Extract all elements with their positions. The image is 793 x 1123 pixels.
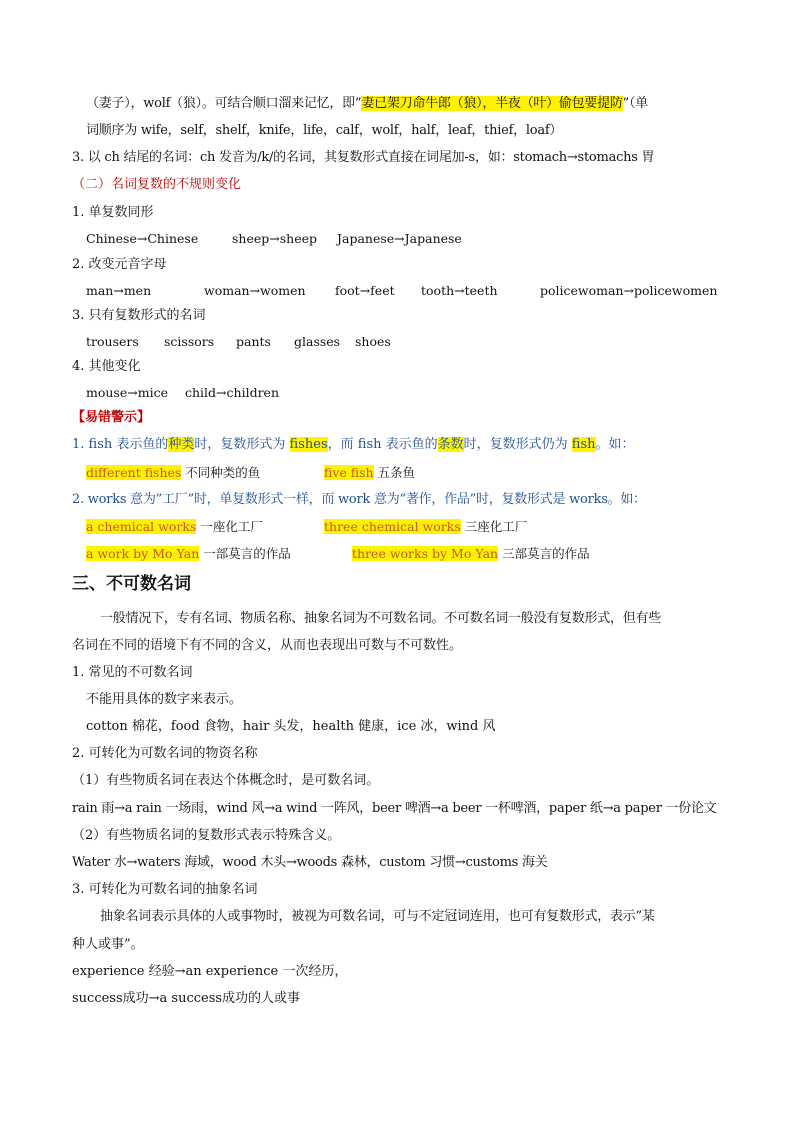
common-uncountable-title: 1. 常见的不可数名词	[72, 665, 193, 680]
example-en: five fish	[324, 465, 374, 480]
example-zh: 三部莫言的作品	[498, 546, 590, 561]
example-word: mouse→mice	[86, 385, 168, 400]
error-warning-heading: 【易错警示】	[72, 410, 151, 425]
works-rule-line: 2. works 意为”工厂”时，单复数形式一样，而 work 意为”著作，作品”时，复数形式是 works。如：	[72, 492, 646, 507]
example-word: Chinese→Chinese	[86, 231, 199, 246]
common-uncountable-examples: cotton 棉花，food 食物，hair 头发，health 健康，ice 冰，wind 风	[86, 719, 496, 734]
example-en: different fishes	[86, 465, 182, 480]
highlight-fishes: fishes	[289, 437, 328, 452]
example-word: pants	[236, 334, 271, 349]
example-word: woman→women	[204, 283, 306, 298]
intro-line-2: 名词在不同的语境下有不同的含义，从而也表现出可数与不可数性。	[72, 638, 463, 653]
example-word: scissors	[164, 334, 215, 349]
intro-line-1: 一般情况下，专有名词、物质名称、抽象名词为不可数名词。不可数名词一般没有复数形式，但有些	[100, 611, 662, 626]
uncountable-nouns-heading: 三、不可数名词	[72, 574, 191, 594]
example-word: sheep→sheep	[232, 231, 317, 246]
example-zh: 不同种类的鱼	[181, 465, 261, 480]
example-word: tooth→teeth	[421, 283, 498, 298]
fish-rule-text: 时，复数形式仍为	[463, 437, 572, 452]
fish-rule-text: 。如：	[595, 437, 635, 452]
material-nouns-sub2: （2）有些物质名词的复数形式表示特殊含义。	[72, 828, 341, 843]
example-zh: 一座化工厂	[196, 519, 263, 534]
fish-rule-text: ，而 fish 表示鱼的	[327, 437, 438, 452]
common-uncountable-desc: 不能用具体的数字来表示。	[86, 692, 243, 707]
material-nouns-title: 2. 可转化为可数名词的物资名称	[72, 746, 258, 761]
example-word: glasses	[294, 334, 341, 349]
item-other-changes-title: 4. 其他变化	[72, 359, 141, 374]
example-word: trousers	[86, 334, 139, 349]
example-word: Japanese→Japanese	[337, 231, 462, 246]
item-same-form-title: 1. 单复数同形	[72, 205, 154, 220]
abstract-nouns-title: 3. 可转化为可数名词的抽象名词	[72, 882, 258, 897]
example-word: foot→feet	[335, 283, 395, 298]
highlight-fish: fish	[571, 437, 596, 452]
abstract-nouns-desc-1: 抽象名词表示具体的人或事物时，被视为可数名词，可与不定冠词连用，也可有复数形式，表示”某	[100, 909, 655, 924]
abstract-example-2: success成功→a success成功的人或事	[72, 991, 301, 1006]
fish-example-2	[324, 464, 415, 482]
material-nouns-sub1: （1）有些物质名词在表达个体概念时，是可数名词。	[72, 773, 380, 788]
example-word: man→men	[86, 283, 152, 298]
works-example-1	[86, 518, 263, 536]
abstract-example-1: experience 经验→an experience 一次经历，	[72, 964, 348, 979]
wife-plural-note-line	[86, 95, 648, 113]
works-example-4	[352, 545, 590, 563]
example-zh: 五条鱼	[373, 465, 416, 480]
material-nouns-sub1-examples: rain 雨→a rain 一场雨，wind 风→a wind 一阵风，beer 啤酒→a beer 一杯啤酒，paper 纸→a paper 一份论文	[72, 801, 717, 816]
works-example-2	[324, 518, 527, 536]
example-zh: 一部莫言的作品	[199, 546, 291, 561]
fish-rule-text: 1. fish 表示鱼的	[72, 437, 169, 452]
example-word: policewoman→policewomen	[540, 283, 718, 298]
mnemonic-highlight: 妻已架刀命牛郎（狼），半夜（叶）偷包要提防	[361, 96, 623, 111]
works-example-3	[86, 545, 291, 563]
fish-example-1	[86, 464, 260, 482]
example-en: a chemical works	[86, 519, 197, 534]
section-irregular-plural-heading: （二）名词复数的不规则变化	[72, 177, 242, 192]
example-zh: 三座化工厂	[460, 519, 528, 534]
highlight-count: 条数	[437, 437, 464, 452]
highlight-kind: 种类	[168, 437, 195, 452]
example-en: three works by Mo Yan	[352, 546, 499, 561]
item-plural-only-title: 3. 只有复数形式的名词	[72, 308, 206, 323]
abstract-nouns-desc-2: 种人或事”。	[72, 937, 144, 952]
ch-ending-rule: 3. 以 ch 结尾的名词：ch 发音为/k/的名词，其复数形式直接在词尾加-s，如：stomach→stomachs 胃	[72, 150, 655, 165]
item-vowel-change-title: 2. 改变元音字母	[72, 257, 167, 272]
note-text-a: （妻子），wolf（狼）。可结合顺口溜来记忆，即”	[86, 96, 362, 111]
example-word: child→children	[185, 385, 279, 400]
example-en: a work by Mo Yan	[86, 546, 200, 561]
fish-rule-line	[72, 436, 635, 454]
note-text-b: ”（单	[622, 96, 648, 111]
fish-rule-text: 时，复数形式为	[194, 437, 290, 452]
example-word: shoes	[355, 334, 391, 349]
material-nouns-sub2-examples: Water 水→waters 海域，wood 木头→woods 森林，custom 习惯→customs 海关	[72, 855, 548, 870]
example-en: three chemical works	[324, 519, 461, 534]
word-order-line: 词顺序为 wife，self，shelf，knife，life，calf，wolf，half，leaf，thief，loaf）	[86, 123, 563, 138]
